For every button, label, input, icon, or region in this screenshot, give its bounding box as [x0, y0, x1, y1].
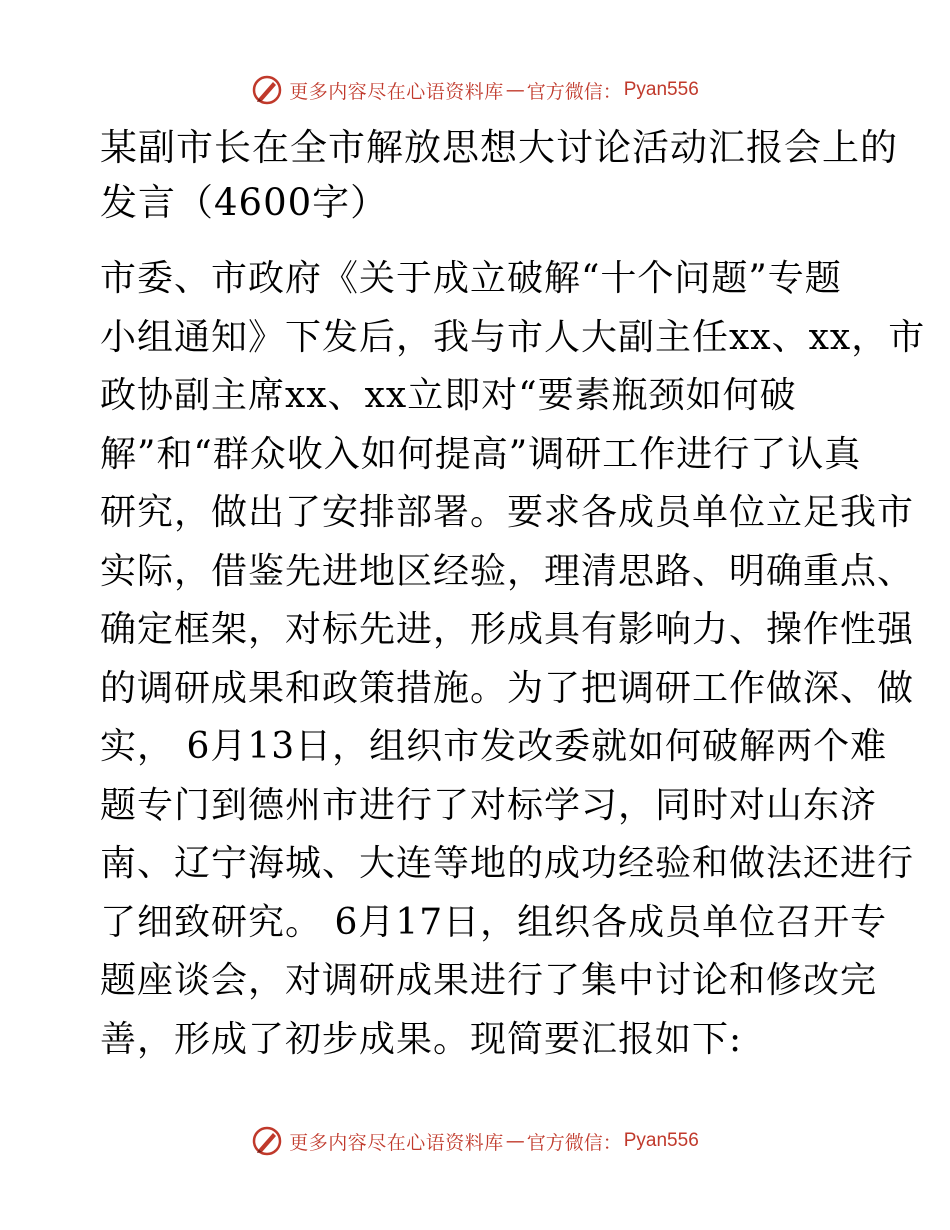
document-title [100, 120, 898, 230]
banner-wechat-label: 官方微信： [526, 1131, 622, 1154]
banner-separator: — [505, 79, 525, 101]
body-line: 政协副主席xx、xx立即对“要素瓶颈如何破 [100, 375, 797, 416]
body-line: 解”和“群众收入如何提高”调研工作进行了认真 [100, 433, 862, 475]
body-line: 实， 6月13日，组织市发改委就如何破解两个难 [100, 726, 888, 767]
body-line: 了细致研究。 6月17日，组织各成员单位召开专 [100, 901, 888, 943]
body-line: 的调研成果和政策措施。为了把调研工作做深、做 [100, 667, 915, 709]
title-line: 某副市长在全市解放思想大讨论活动汇报会上的 [100, 126, 898, 169]
footer-watermark-banner [0, 1121, 950, 1161]
header-watermark-banner [0, 70, 950, 110]
body-line: 研究，做出了安排部署。要求各成员单位立足我市 [100, 492, 915, 533]
banner-wechat-label: 官方微信： [526, 80, 622, 103]
body-line: 题座谈会，对调研成果进行了集中讨论和修改完 [100, 960, 878, 1001]
body-line: 市委、市政府《关于成立破解“十个问题”专题 [100, 258, 842, 299]
banner-wechat-id: Pyan556 [623, 79, 699, 100]
body-line: 实际，借鉴先进地区经验，理清思路、明确重点、 [100, 550, 915, 592]
pen-logo-icon [251, 74, 283, 106]
body-line: 小组通知》下发后，我与市人大副主任xx、xx，市 [100, 316, 926, 358]
body-line: 确定框架，对标先进，形成具有影响力、操作性强 [100, 609, 915, 650]
banner-text: 更多内容尽在心语资料库 [289, 80, 504, 103]
banner-separator: — [505, 1130, 525, 1152]
banner-wechat-id: Pyan556 [623, 1130, 699, 1151]
body-line: 题专门到德州市进行了对标学习，同时对山东济 [100, 784, 878, 826]
title-line: 发言（4600字） [100, 181, 389, 224]
pen-logo-icon [251, 1125, 283, 1157]
body-line: 南、辽宁海城、大连等地的成功经验和做法还进行 [100, 843, 915, 884]
banner-text: 更多内容尽在心语资料库 [289, 1131, 504, 1154]
body-paragraph [100, 250, 926, 1069]
body-line: 善，形成了初步成果。现简要汇报如下: [100, 1018, 743, 1060]
